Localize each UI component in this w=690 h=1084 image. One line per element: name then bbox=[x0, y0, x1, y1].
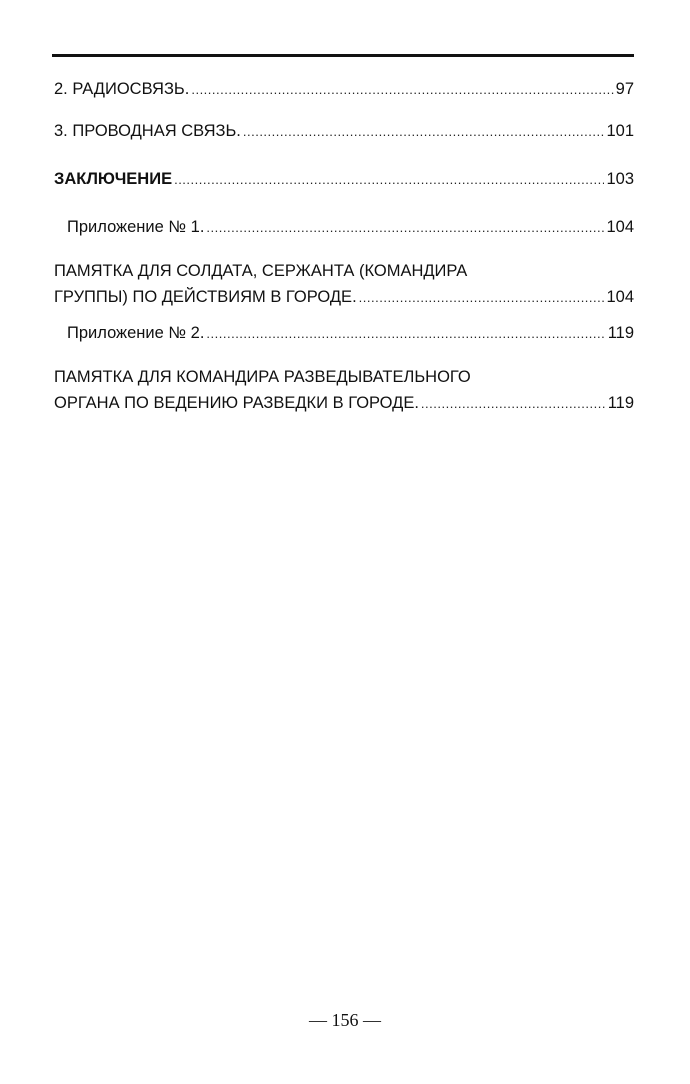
toc-entry-title: Приложение № 1. bbox=[67, 218, 205, 236]
toc-entry-page: 119 bbox=[607, 324, 634, 342]
toc-entry-title: 2. РАДИОСВЯЗЬ. bbox=[54, 80, 190, 98]
toc-entry-page: 104 bbox=[606, 288, 634, 306]
toc-entry-title: ЗАКЛЮЧЕНИЕ bbox=[54, 170, 173, 188]
toc-entry-title-line-1: ПАМЯТКА ДЛЯ КОМАНДИРА РАЗВЕДЫВАТЕЛЬНОГО bbox=[54, 368, 471, 386]
toc-entry-radio[interactable] bbox=[54, 78, 634, 101]
toc-entry-conclusion[interactable] bbox=[54, 168, 634, 191]
toc-entry-soldier-memo[interactable] bbox=[54, 260, 634, 309]
toc-entry-title-line-1: ПАМЯТКА ДЛЯ СОЛДАТА, СЕРЖАНТА (КОМАНДИРА bbox=[54, 262, 468, 280]
toc-dot-leader bbox=[206, 217, 604, 239]
toc-dot-leader bbox=[243, 121, 605, 143]
toc-dot-leader bbox=[421, 393, 606, 415]
toc-dot-leader bbox=[174, 169, 604, 191]
top-rule bbox=[52, 54, 634, 57]
toc-entry-wired[interactable] bbox=[54, 120, 634, 143]
toc-entry-recon-memo[interactable] bbox=[54, 366, 634, 415]
toc-entry-page: 104 bbox=[606, 218, 634, 236]
toc-entry-appendix-2[interactable] bbox=[67, 322, 634, 345]
toc-entry-appendix-1[interactable] bbox=[67, 216, 634, 239]
toc-entry-title: 3. ПРОВОДНАЯ СВЯЗЬ. bbox=[54, 122, 241, 140]
page-number: — 156 — bbox=[309, 1010, 381, 1030]
toc-entry-page: 101 bbox=[606, 122, 634, 140]
toc-entry-title: ГРУППЫ) ПО ДЕЙСТВИЯМ В ГОРОДЕ. bbox=[54, 288, 357, 306]
toc-dot-leader bbox=[359, 287, 605, 309]
toc-entry-page: 119 bbox=[607, 394, 634, 412]
toc-entry-title: Приложение № 2. bbox=[67, 324, 205, 342]
toc-entry-page: 97 bbox=[615, 80, 634, 98]
toc-dot-leader bbox=[206, 323, 605, 345]
toc-entry-page: 103 bbox=[606, 170, 634, 188]
toc-entry-title: ОРГАНА ПО ВЕДЕНИЮ РАЗВЕДКИ В ГОРОДЕ. bbox=[54, 394, 419, 412]
toc-dot-leader bbox=[191, 79, 613, 101]
